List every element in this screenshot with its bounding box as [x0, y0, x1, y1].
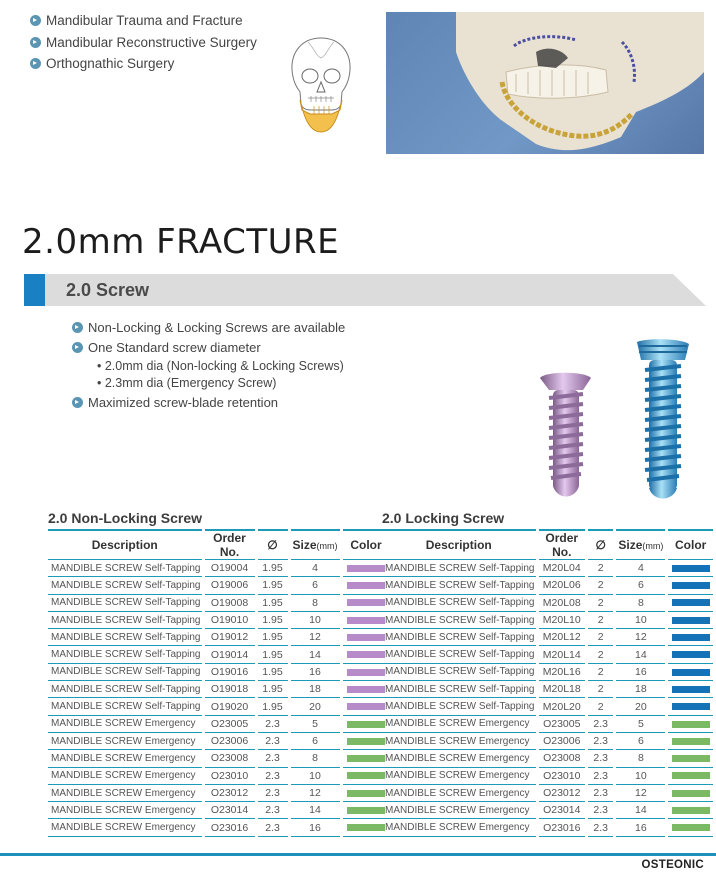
- application-list: [30, 10, 257, 75]
- table-row: [382, 819, 713, 836]
- cell-size: 8: [291, 595, 340, 612]
- cell-order-no: M20L04: [539, 560, 586, 577]
- table-row: [382, 733, 713, 750]
- bullet-icon: [30, 58, 41, 69]
- cell-size: 6: [616, 577, 665, 594]
- cell-description: MANDIBLE SCREW Emergency: [48, 768, 202, 785]
- cell-diameter: 2: [588, 629, 613, 646]
- feature-list: [72, 317, 345, 412]
- cell-diameter: 2.3: [588, 785, 613, 802]
- cell-description: MANDIBLE SCREW Self-Tapping: [382, 681, 536, 698]
- cell-order-no: O19006: [205, 577, 255, 594]
- table-row: [382, 612, 713, 629]
- table-row: [382, 629, 713, 646]
- cell-order-no: O23005: [205, 716, 255, 733]
- cell-size: 12: [291, 629, 340, 646]
- cell-order-no: O23016: [205, 819, 255, 836]
- color-swatch: [672, 772, 710, 779]
- table-row: [382, 750, 713, 767]
- cell-description: MANDIBLE SCREW Self-Tapping: [382, 698, 536, 715]
- cell-size: 18: [291, 681, 340, 698]
- color-swatch: [672, 651, 710, 658]
- table-row: [382, 577, 713, 594]
- cell-color: [668, 577, 713, 594]
- table-row: [48, 716, 390, 733]
- col-order-no: Order No.: [205, 529, 255, 560]
- col-description: Description: [48, 529, 202, 560]
- table-header-row: [48, 529, 390, 560]
- cell-order-no: O23012: [205, 785, 255, 802]
- cell-order-no: M20L06: [539, 577, 586, 594]
- cell-description: MANDIBLE SCREW Emergency: [48, 785, 202, 802]
- table-row: [48, 802, 390, 819]
- page-title: 2.0mm FRACTURE: [22, 222, 340, 262]
- color-swatch: [672, 824, 710, 831]
- cell-diameter: 2: [588, 664, 613, 681]
- bullet-icon: [72, 322, 83, 333]
- cell-order-no: O23008: [205, 750, 255, 767]
- cell-order-no: M20L08: [539, 595, 586, 612]
- cell-order-no: O23014: [539, 802, 586, 819]
- cell-color: [668, 802, 713, 819]
- cell-size: 12: [616, 629, 665, 646]
- cell-description: MANDIBLE SCREW Self-Tapping: [48, 681, 202, 698]
- cell-order-no: O19012: [205, 629, 255, 646]
- bullet-icon: [30, 37, 41, 48]
- cell-diameter: 2.3: [258, 750, 288, 767]
- cell-size: 12: [291, 785, 340, 802]
- cell-diameter: 1.95: [258, 698, 288, 715]
- cell-size: 8: [291, 750, 340, 767]
- cell-size: 18: [616, 681, 665, 698]
- cell-order-no: M20L10: [539, 612, 586, 629]
- non-locking-screw-icon: [540, 373, 591, 497]
- cell-diameter: 2: [588, 612, 613, 629]
- cell-diameter: 2.3: [258, 716, 288, 733]
- col-color: Color: [668, 529, 713, 560]
- cell-description: MANDIBLE SCREW Self-Tapping: [48, 560, 202, 577]
- cell-order-no: O19004: [205, 560, 255, 577]
- cell-description: MANDIBLE SCREW Emergency: [48, 716, 202, 733]
- color-swatch: [672, 703, 710, 710]
- cell-diameter: 2.3: [258, 733, 288, 750]
- cell-description: MANDIBLE SCREW Self-Tapping: [48, 595, 202, 612]
- table-row: [48, 819, 390, 836]
- color-swatch: [672, 617, 710, 624]
- color-swatch: [672, 582, 710, 589]
- cell-color: [668, 716, 713, 733]
- cell-size: 8: [616, 750, 665, 767]
- cell-diameter: 1.95: [258, 560, 288, 577]
- cell-size: 10: [291, 768, 340, 785]
- cell-diameter: 2: [588, 646, 613, 663]
- cell-order-no: O19010: [205, 612, 255, 629]
- cell-order-no: O23016: [539, 819, 586, 836]
- cell-color: [668, 560, 713, 577]
- feature-subitem: • 2.0mm dia (Non-locking & Locking Screws): [97, 358, 344, 373]
- cell-size: 14: [616, 646, 665, 663]
- cell-diameter: 2.3: [588, 819, 613, 836]
- cell-order-no: O23008: [539, 750, 586, 767]
- cell-description: MANDIBLE SCREW Self-Tapping: [382, 646, 536, 663]
- cell-description: MANDIBLE SCREW Self-Tapping: [48, 612, 202, 629]
- cell-diameter: 2.3: [588, 802, 613, 819]
- color-swatch: [672, 755, 710, 762]
- application-item: Mandibular Trauma and Fracture: [30, 10, 257, 32]
- color-swatch: [672, 790, 710, 797]
- feature-item: Maximized screw-blade retention: [72, 392, 345, 412]
- non-locking-table: [45, 529, 393, 837]
- cell-size: 16: [616, 819, 665, 836]
- cell-size: 12: [616, 785, 665, 802]
- table-row: [48, 560, 390, 577]
- cell-description: MANDIBLE SCREW Self-Tapping: [382, 629, 536, 646]
- cell-diameter: 2.3: [588, 716, 613, 733]
- cell-size: 20: [291, 698, 340, 715]
- cell-size: 16: [616, 664, 665, 681]
- cell-size: 10: [616, 768, 665, 785]
- cell-diameter: 2: [588, 595, 613, 612]
- cell-diameter: 2: [588, 577, 613, 594]
- cell-description: MANDIBLE SCREW Self-Tapping: [382, 612, 536, 629]
- cell-order-no: O23006: [539, 733, 586, 750]
- cell-order-no: O23006: [205, 733, 255, 750]
- footer-rule: [0, 853, 716, 856]
- color-swatch: [672, 565, 710, 572]
- cell-description: MANDIBLE SCREW Emergency: [48, 733, 202, 750]
- cell-order-no: O23012: [539, 785, 586, 802]
- table-row: [382, 802, 713, 819]
- table-row: [48, 664, 390, 681]
- bullet-icon: [30, 15, 41, 26]
- bullet-icon: [72, 397, 83, 408]
- cell-diameter: 1.95: [258, 577, 288, 594]
- section-header: [24, 274, 706, 306]
- cell-color: [668, 681, 713, 698]
- cell-color: [668, 768, 713, 785]
- table-title: 2.0 Non-Locking Screw: [48, 510, 203, 526]
- cell-description: MANDIBLE SCREW Emergency: [48, 802, 202, 819]
- cell-order-no: M20L18: [539, 681, 586, 698]
- cell-order-no: O23014: [205, 802, 255, 819]
- col-diameter: ∅: [258, 529, 288, 560]
- cell-description: MANDIBLE SCREW Emergency: [382, 819, 536, 836]
- cell-size: 16: [291, 664, 340, 681]
- cell-diameter: 1.95: [258, 681, 288, 698]
- cell-description: MANDIBLE SCREW Self-Tapping: [382, 577, 536, 594]
- cell-diameter: 2.3: [588, 750, 613, 767]
- cell-color: [668, 612, 713, 629]
- table-row: [48, 577, 390, 594]
- cell-color: [668, 646, 713, 663]
- table-row: [382, 716, 713, 733]
- cell-size: 6: [291, 733, 340, 750]
- screw-illustration: [535, 338, 695, 504]
- cell-size: 4: [291, 560, 340, 577]
- cell-size: 6: [616, 733, 665, 750]
- locking-table: [379, 529, 716, 837]
- cell-size: 4: [616, 560, 665, 577]
- cell-diameter: 2.3: [258, 802, 288, 819]
- cell-diameter: 2.3: [258, 819, 288, 836]
- cell-order-no: O23010: [205, 768, 255, 785]
- cell-order-no: M20L20: [539, 698, 586, 715]
- locking-screw-icon: [637, 339, 689, 498]
- cell-description: MANDIBLE SCREW Self-Tapping: [48, 577, 202, 594]
- brand-logo: OSTEONIC: [641, 859, 704, 871]
- col-size: Size(mm): [616, 529, 665, 560]
- cell-diameter: 2: [588, 560, 613, 577]
- cell-diameter: 1.95: [258, 612, 288, 629]
- table-row: [48, 612, 390, 629]
- col-diameter: ∅: [588, 529, 613, 560]
- cell-description: MANDIBLE SCREW Self-Tapping: [48, 664, 202, 681]
- cell-size: 14: [616, 802, 665, 819]
- feature-item: Non-Locking & Locking Screws are available: [72, 317, 345, 337]
- table-row: [48, 629, 390, 646]
- cell-order-no: O19020: [205, 698, 255, 715]
- color-swatch: [672, 686, 710, 693]
- cell-description: MANDIBLE SCREW Self-Tapping: [382, 595, 536, 612]
- cell-order-no: O23010: [539, 768, 586, 785]
- table-row: [48, 733, 390, 750]
- application-item: Mandibular Reconstructive Surgery: [30, 32, 257, 54]
- table-row: [382, 681, 713, 698]
- cell-diameter: 2.3: [258, 785, 288, 802]
- table-row: [48, 750, 390, 767]
- cell-description: MANDIBLE SCREW Emergency: [48, 819, 202, 836]
- cell-description: MANDIBLE SCREW Self-Tapping: [48, 698, 202, 715]
- cell-color: [668, 629, 713, 646]
- cell-size: 14: [291, 646, 340, 663]
- color-swatch: [672, 599, 710, 606]
- cell-color: [668, 750, 713, 767]
- table-row: [48, 785, 390, 802]
- cell-description: MANDIBLE SCREW Self-Tapping: [48, 629, 202, 646]
- cell-size: 5: [616, 716, 665, 733]
- cell-description: MANDIBLE SCREW Self-Tapping: [382, 560, 536, 577]
- cell-diameter: 2: [588, 681, 613, 698]
- feature-item: One Standard screw diameter: [72, 337, 345, 357]
- table-row: [48, 681, 390, 698]
- col-color: Color: [343, 529, 390, 560]
- cell-color: [668, 785, 713, 802]
- cell-diameter: 2.3: [588, 768, 613, 785]
- cell-description: MANDIBLE SCREW Emergency: [382, 733, 536, 750]
- table-row: [382, 560, 713, 577]
- cell-order-no: O19014: [205, 646, 255, 663]
- cell-color: [668, 698, 713, 715]
- cell-diameter: 1.95: [258, 629, 288, 646]
- cell-description: MANDIBLE SCREW Emergency: [48, 750, 202, 767]
- cell-size: 5: [291, 716, 340, 733]
- table-row: [48, 646, 390, 663]
- table-row: [382, 785, 713, 802]
- color-swatch: [672, 634, 710, 641]
- col-size: Size(mm): [291, 529, 340, 560]
- cell-order-no: M20L16: [539, 664, 586, 681]
- cell-color: [668, 733, 713, 750]
- cell-color: [668, 819, 713, 836]
- cell-description: MANDIBLE SCREW Emergency: [382, 785, 536, 802]
- table-row: [48, 698, 390, 715]
- color-swatch: [672, 669, 710, 676]
- cell-diameter: 1.95: [258, 646, 288, 663]
- table-row: [382, 646, 713, 663]
- cell-size: 10: [291, 612, 340, 629]
- skull-model-photo: [386, 12, 704, 154]
- cell-size: 20: [616, 698, 665, 715]
- table-title: 2.0 Locking Screw: [382, 510, 505, 526]
- non-locking-table-section: [48, 510, 393, 837]
- skull-mandible-icon: [286, 34, 356, 136]
- cell-description: MANDIBLE SCREW Emergency: [382, 716, 536, 733]
- cell-diameter: 2.3: [258, 768, 288, 785]
- bullet-icon: [72, 342, 83, 353]
- table-row: [48, 768, 390, 785]
- cell-description: MANDIBLE SCREW Emergency: [382, 768, 536, 785]
- col-description: Description: [382, 529, 536, 560]
- cell-description: MANDIBLE SCREW Self-Tapping: [48, 646, 202, 663]
- cell-color: [668, 595, 713, 612]
- section-title: 2.0 Screw: [66, 280, 150, 300]
- cell-size: 6: [291, 577, 340, 594]
- cell-order-no: M20L14: [539, 646, 586, 663]
- color-swatch: [672, 721, 710, 728]
- cell-order-no: O19018: [205, 681, 255, 698]
- application-item: Orthognathic Surgery: [30, 53, 257, 75]
- cell-diameter: 1.95: [258, 664, 288, 681]
- table-row: [48, 595, 390, 612]
- color-swatch: [672, 807, 710, 814]
- cell-size: 14: [291, 802, 340, 819]
- feature-subitem: • 2.3mm dia (Emergency Screw): [97, 376, 277, 391]
- table-row: [382, 768, 713, 785]
- cell-order-no: O23005: [539, 716, 586, 733]
- cell-diameter: 1.95: [258, 595, 288, 612]
- cell-description: MANDIBLE SCREW Emergency: [382, 750, 536, 767]
- col-order-no: Order No.: [539, 529, 586, 560]
- cell-description: MANDIBLE SCREW Emergency: [382, 802, 536, 819]
- cell-size: 16: [291, 819, 340, 836]
- cell-diameter: 2: [588, 698, 613, 715]
- cell-size: 10: [616, 612, 665, 629]
- table-row: [382, 664, 713, 681]
- table-row: [382, 595, 713, 612]
- cell-color: [668, 664, 713, 681]
- cell-size: 8: [616, 595, 665, 612]
- cell-order-no: M20L12: [539, 629, 586, 646]
- cell-order-no: O19016: [205, 664, 255, 681]
- section-accent-bar: [24, 274, 45, 306]
- locking-table-section: [382, 510, 716, 837]
- cell-description: MANDIBLE SCREW Self-Tapping: [382, 664, 536, 681]
- color-swatch: [672, 738, 710, 745]
- cell-order-no: O19008: [205, 595, 255, 612]
- table-header-row: [382, 529, 713, 560]
- cell-diameter: 2.3: [588, 733, 613, 750]
- table-row: [382, 698, 713, 715]
